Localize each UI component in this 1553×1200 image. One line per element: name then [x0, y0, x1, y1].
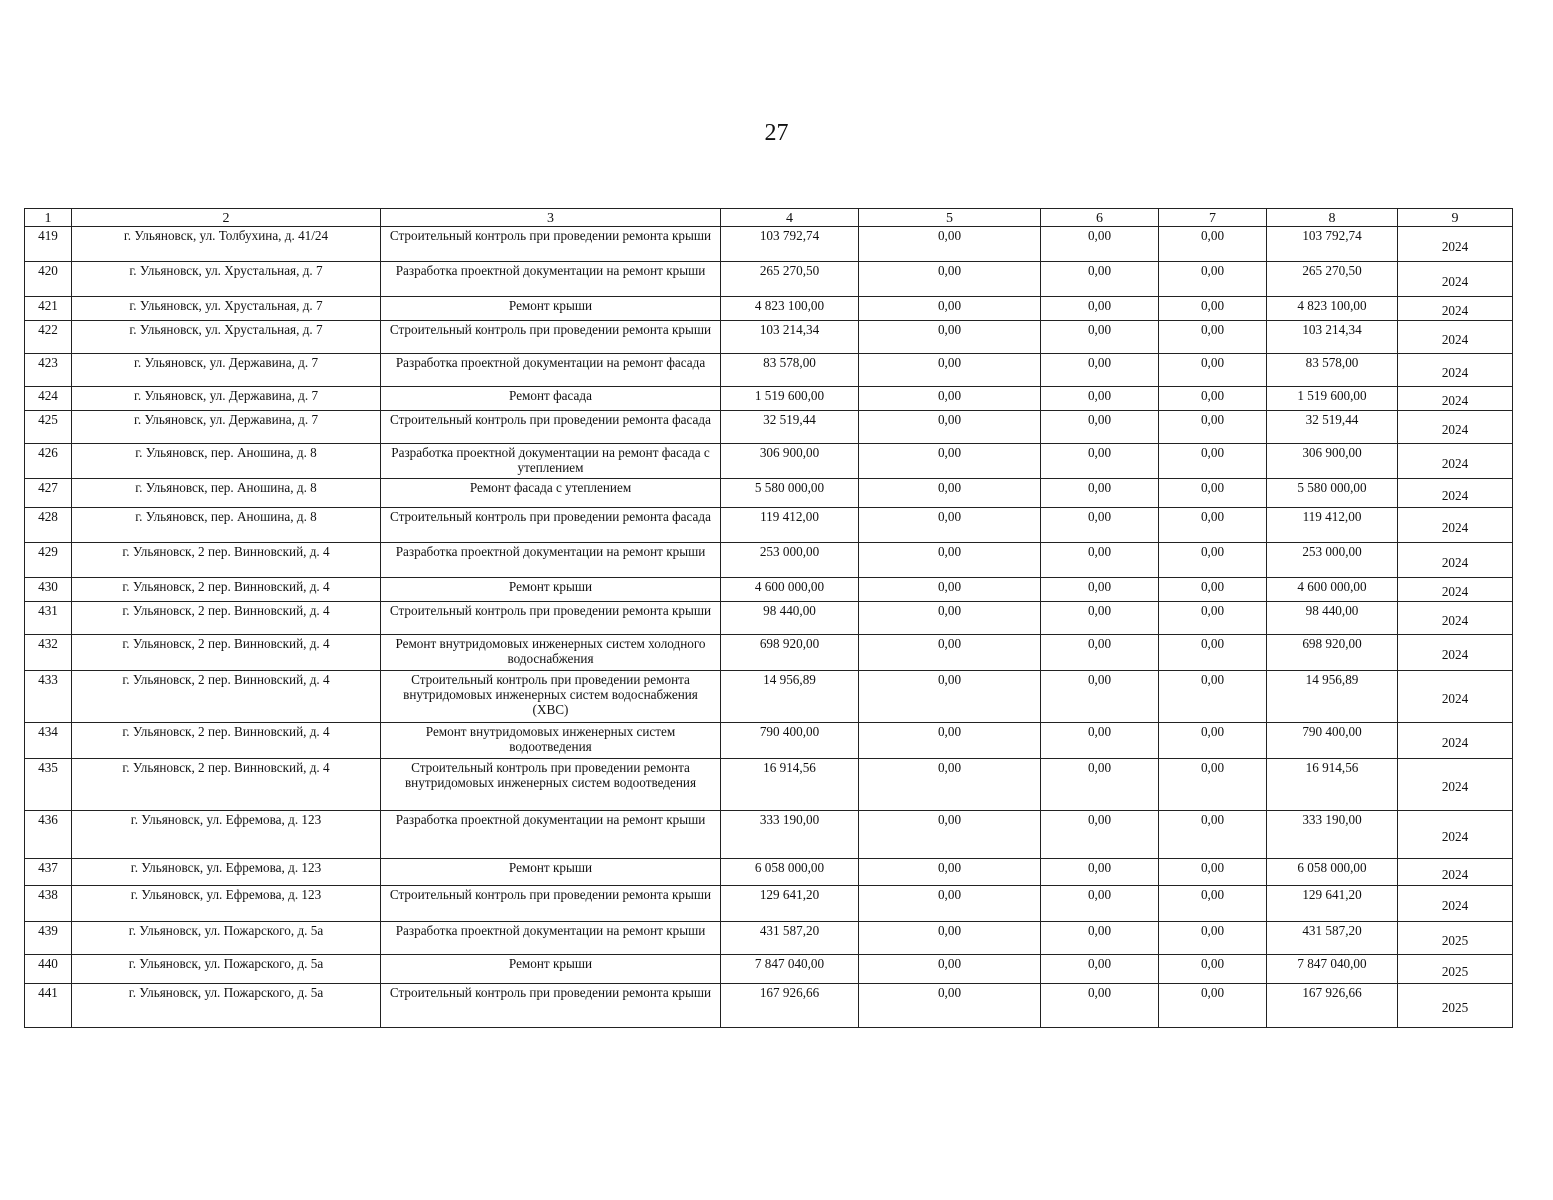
fund-cell: 0,00: [859, 955, 1041, 984]
address-cell: г. Ульяновск, 2 пер. Винновский, д. 4: [72, 723, 381, 759]
work-type-cell: Строительный контроль при проведении ремонта крыши: [381, 227, 721, 262]
column-header: 3: [381, 209, 721, 227]
year-cell: 2024: [1398, 886, 1513, 922]
municipal-cell: 0,00: [1159, 444, 1267, 479]
row-number: 432: [25, 635, 72, 671]
cost-total-cell: 14 956,89: [721, 671, 859, 723]
municipal-cell: 0,00: [1159, 262, 1267, 297]
row-number: 424: [25, 387, 72, 411]
budget-cell: 0,00: [1041, 543, 1159, 578]
owners-cell: 1 519 600,00: [1267, 387, 1398, 411]
municipal-cell: 0,00: [1159, 479, 1267, 508]
budget-cell: 0,00: [1041, 811, 1159, 859]
fund-cell: 0,00: [859, 922, 1041, 955]
work-type-cell: Строительный контроль при проведении ремонта крыши: [381, 602, 721, 635]
fund-cell: 0,00: [859, 262, 1041, 297]
owners-cell: 167 926,66: [1267, 984, 1398, 1028]
owners-cell: 14 956,89: [1267, 671, 1398, 723]
table-row: [25, 635, 1513, 671]
address-cell: г. Ульяновск, 2 пер. Винновский, д. 4: [72, 671, 381, 723]
table-row: [25, 387, 1513, 411]
table-body: [25, 227, 1513, 1028]
row-number: 434: [25, 723, 72, 759]
year-cell: 2025: [1398, 984, 1513, 1028]
work-type-cell: Строительный контроль при проведении ремонта внутридомовых инженерных систем водоотведения: [381, 759, 721, 811]
owners-cell: 119 412,00: [1267, 508, 1398, 543]
municipal-cell: 0,00: [1159, 984, 1267, 1028]
work-type-cell: Ремонт крыши: [381, 859, 721, 886]
year-cell: 2024: [1398, 723, 1513, 759]
table-row: [25, 227, 1513, 262]
year-cell: 2024: [1398, 479, 1513, 508]
year-cell: 2024: [1398, 411, 1513, 444]
fund-cell: 0,00: [859, 578, 1041, 602]
fund-cell: 0,00: [859, 635, 1041, 671]
table-row: [25, 444, 1513, 479]
table-row: [25, 671, 1513, 723]
owners-cell: 7 847 040,00: [1267, 955, 1398, 984]
year-cell: 2024: [1398, 543, 1513, 578]
table-row: [25, 508, 1513, 543]
work-type-cell: Разработка проектной документации на ремонт крыши: [381, 543, 721, 578]
table-row: [25, 262, 1513, 297]
owners-cell: 4 600 000,00: [1267, 578, 1398, 602]
work-type-cell: Разработка проектной документации на ремонт фасада: [381, 354, 721, 387]
municipal-cell: 0,00: [1159, 387, 1267, 411]
year-cell: 2024: [1398, 321, 1513, 354]
municipal-cell: 0,00: [1159, 922, 1267, 955]
address-cell: г. Ульяновск, ул. Пожарского, д. 5а: [72, 984, 381, 1028]
address-cell: г. Ульяновск, 2 пер. Винновский, д. 4: [72, 635, 381, 671]
row-number: 425: [25, 411, 72, 444]
owners-cell: 5 580 000,00: [1267, 479, 1398, 508]
work-type-cell: Строительный контроль при проведении ремонта крыши: [381, 321, 721, 354]
table-row: [25, 354, 1513, 387]
cost-total-cell: 698 920,00: [721, 635, 859, 671]
address-cell: г. Ульяновск, пер. Аношина, д. 8: [72, 444, 381, 479]
fund-cell: 0,00: [859, 354, 1041, 387]
budget-cell: 0,00: [1041, 321, 1159, 354]
year-cell: 2024: [1398, 578, 1513, 602]
row-number: 422: [25, 321, 72, 354]
table-row: [25, 886, 1513, 922]
fund-cell: 0,00: [859, 479, 1041, 508]
cost-total-cell: 333 190,00: [721, 811, 859, 859]
address-cell: г. Ульяновск, ул. Хрустальная, д. 7: [72, 321, 381, 354]
column-header: 7: [1159, 209, 1267, 227]
row-number: 420: [25, 262, 72, 297]
year-cell: 2024: [1398, 262, 1513, 297]
row-number: 439: [25, 922, 72, 955]
fund-cell: 0,00: [859, 759, 1041, 811]
column-header: 9: [1398, 209, 1513, 227]
budget-cell: 0,00: [1041, 508, 1159, 543]
budget-cell: 0,00: [1041, 262, 1159, 297]
budget-cell: 0,00: [1041, 859, 1159, 886]
header-row: [25, 209, 1513, 227]
owners-cell: 431 587,20: [1267, 922, 1398, 955]
work-type-cell: Ремонт крыши: [381, 578, 721, 602]
year-cell: 2025: [1398, 922, 1513, 955]
year-cell: 2024: [1398, 635, 1513, 671]
table-row: [25, 955, 1513, 984]
municipal-cell: 0,00: [1159, 411, 1267, 444]
page-number: 27: [764, 120, 789, 146]
address-cell: г. Ульяновск, ул. Хрустальная, д. 7: [72, 262, 381, 297]
column-header: 2: [72, 209, 381, 227]
budget-cell: 0,00: [1041, 723, 1159, 759]
budget-cell: 0,00: [1041, 984, 1159, 1028]
work-type-cell: Ремонт фасада: [381, 387, 721, 411]
owners-cell: 4 823 100,00: [1267, 297, 1398, 321]
table-row: [25, 723, 1513, 759]
table-row: [25, 811, 1513, 859]
row-number: 423: [25, 354, 72, 387]
address-cell: г. Ульяновск, 2 пер. Винновский, д. 4: [72, 759, 381, 811]
owners-cell: 16 914,56: [1267, 759, 1398, 811]
row-number: 427: [25, 479, 72, 508]
owners-cell: 333 190,00: [1267, 811, 1398, 859]
address-cell: г. Ульяновск, ул. Пожарского, д. 5а: [72, 955, 381, 984]
municipal-cell: 0,00: [1159, 759, 1267, 811]
table-row: [25, 297, 1513, 321]
municipal-cell: 0,00: [1159, 321, 1267, 354]
cost-total-cell: 129 641,20: [721, 886, 859, 922]
address-cell: г. Ульяновск, ул. Ефремова, д. 123: [72, 859, 381, 886]
municipal-cell: 0,00: [1159, 723, 1267, 759]
table-row: [25, 543, 1513, 578]
year-cell: 2024: [1398, 859, 1513, 886]
year-cell: 2024: [1398, 297, 1513, 321]
municipal-cell: 0,00: [1159, 578, 1267, 602]
owners-cell: 103 792,74: [1267, 227, 1398, 262]
owners-cell: 306 900,00: [1267, 444, 1398, 479]
table-row: [25, 479, 1513, 508]
address-cell: г. Ульяновск, 2 пер. Винновский, д. 4: [72, 543, 381, 578]
owners-cell: 790 400,00: [1267, 723, 1398, 759]
column-header: 5: [859, 209, 1041, 227]
table-row: [25, 759, 1513, 811]
work-type-cell: Строительный контроль при проведении ремонта фасада: [381, 411, 721, 444]
row-number: 437: [25, 859, 72, 886]
fund-cell: 0,00: [859, 859, 1041, 886]
owners-cell: 32 519,44: [1267, 411, 1398, 444]
cost-total-cell: 790 400,00: [721, 723, 859, 759]
cost-total-cell: 103 792,74: [721, 227, 859, 262]
work-type-cell: Строительный контроль при проведении ремонта крыши: [381, 886, 721, 922]
owners-cell: 129 641,20: [1267, 886, 1398, 922]
cost-total-cell: 4 823 100,00: [721, 297, 859, 321]
fund-cell: 0,00: [859, 723, 1041, 759]
fund-cell: 0,00: [859, 543, 1041, 578]
cost-total-cell: 306 900,00: [721, 444, 859, 479]
address-cell: г. Ульяновск, ул. Пожарского, д. 5а: [72, 922, 381, 955]
year-cell: 2024: [1398, 671, 1513, 723]
fund-cell: 0,00: [859, 811, 1041, 859]
budget-cell: 0,00: [1041, 297, 1159, 321]
municipal-cell: 0,00: [1159, 635, 1267, 671]
column-header: 8: [1267, 209, 1398, 227]
column-header: 4: [721, 209, 859, 227]
municipal-cell: 0,00: [1159, 859, 1267, 886]
owners-cell: 265 270,50: [1267, 262, 1398, 297]
address-cell: г. Ульяновск, 2 пер. Винновский, д. 4: [72, 602, 381, 635]
address-cell: г. Ульяновск, ул. Державина, д. 7: [72, 411, 381, 444]
cost-total-cell: 265 270,50: [721, 262, 859, 297]
work-type-cell: Строительный контроль при проведении ремонта внутридомовых инженерных систем водоснабжения (ХВС): [381, 671, 721, 723]
work-type-cell: Ремонт внутридомовых инженерных систем водоотведения: [381, 723, 721, 759]
row-number: 438: [25, 886, 72, 922]
budget-cell: 0,00: [1041, 602, 1159, 635]
owners-cell: 83 578,00: [1267, 354, 1398, 387]
address-cell: г. Ульяновск, ул. Ефремова, д. 123: [72, 886, 381, 922]
row-number: 419: [25, 227, 72, 262]
work-type-cell: Ремонт фасада с утеплением: [381, 479, 721, 508]
municipal-cell: 0,00: [1159, 602, 1267, 635]
row-number: 436: [25, 811, 72, 859]
column-header: 6: [1041, 209, 1159, 227]
cost-total-cell: 6 058 000,00: [721, 859, 859, 886]
year-cell: 2024: [1398, 354, 1513, 387]
address-cell: г. Ульяновск, ул. Хрустальная, д. 7: [72, 297, 381, 321]
work-type-cell: Разработка проектной документации на ремонт крыши: [381, 922, 721, 955]
row-number: 441: [25, 984, 72, 1028]
work-type-cell: Разработка проектной документации на ремонт крыши: [381, 811, 721, 859]
address-cell: г. Ульяновск, пер. Аношина, д. 8: [72, 479, 381, 508]
cost-total-cell: 431 587,20: [721, 922, 859, 955]
municipal-cell: 0,00: [1159, 508, 1267, 543]
municipal-cell: 0,00: [1159, 671, 1267, 723]
municipal-cell: 0,00: [1159, 811, 1267, 859]
cost-total-cell: 253 000,00: [721, 543, 859, 578]
budget-cell: 0,00: [1041, 886, 1159, 922]
fund-cell: 0,00: [859, 227, 1041, 262]
municipal-cell: 0,00: [1159, 955, 1267, 984]
row-number: 429: [25, 543, 72, 578]
fund-cell: 0,00: [859, 984, 1041, 1028]
budget-cell: 0,00: [1041, 387, 1159, 411]
table-row: [25, 859, 1513, 886]
budget-cell: 0,00: [1041, 444, 1159, 479]
row-number: 426: [25, 444, 72, 479]
address-cell: г. Ульяновск, ул. Толбухина, д. 41/24: [72, 227, 381, 262]
owners-cell: 698 920,00: [1267, 635, 1398, 671]
cost-total-cell: 167 926,66: [721, 984, 859, 1028]
municipal-cell: 0,00: [1159, 886, 1267, 922]
fund-cell: 0,00: [859, 321, 1041, 354]
fund-cell: 0,00: [859, 671, 1041, 723]
cost-total-cell: 7 847 040,00: [721, 955, 859, 984]
year-cell: 2024: [1398, 759, 1513, 811]
row-number: 431: [25, 602, 72, 635]
fund-cell: 0,00: [859, 387, 1041, 411]
cost-total-cell: 119 412,00: [721, 508, 859, 543]
cost-total-cell: 1 519 600,00: [721, 387, 859, 411]
municipal-cell: 0,00: [1159, 227, 1267, 262]
address-cell: г. Ульяновск, ул. Державина, д. 7: [72, 387, 381, 411]
work-type-cell: Разработка проектной документации на ремонт крыши: [381, 262, 721, 297]
municipal-cell: 0,00: [1159, 543, 1267, 578]
cost-total-cell: 16 914,56: [721, 759, 859, 811]
cost-total-cell: 32 519,44: [721, 411, 859, 444]
row-number: 430: [25, 578, 72, 602]
fund-cell: 0,00: [859, 886, 1041, 922]
budget-cell: 0,00: [1041, 227, 1159, 262]
cost-total-cell: 98 440,00: [721, 602, 859, 635]
capital-repair-table: [24, 208, 1513, 1028]
address-cell: г. Ульяновск, ул. Державина, д. 7: [72, 354, 381, 387]
table-row: [25, 321, 1513, 354]
year-cell: 2024: [1398, 227, 1513, 262]
budget-cell: 0,00: [1041, 955, 1159, 984]
owners-cell: 103 214,34: [1267, 321, 1398, 354]
year-cell: 2024: [1398, 508, 1513, 543]
year-cell: 2024: [1398, 444, 1513, 479]
owners-cell: 253 000,00: [1267, 543, 1398, 578]
fund-cell: 0,00: [859, 444, 1041, 479]
fund-cell: 0,00: [859, 508, 1041, 543]
year-cell: 2024: [1398, 387, 1513, 411]
municipal-cell: 0,00: [1159, 354, 1267, 387]
fund-cell: 0,00: [859, 297, 1041, 321]
fund-cell: 0,00: [859, 411, 1041, 444]
row-number: 421: [25, 297, 72, 321]
budget-cell: 0,00: [1041, 479, 1159, 508]
budget-cell: 0,00: [1041, 578, 1159, 602]
table-row: [25, 411, 1513, 444]
address-cell: г. Ульяновск, 2 пер. Винновский, д. 4: [72, 578, 381, 602]
table-row: [25, 602, 1513, 635]
cost-total-cell: 83 578,00: [721, 354, 859, 387]
budget-cell: 0,00: [1041, 759, 1159, 811]
work-type-cell: Строительный контроль при проведении ремонта крыши: [381, 984, 721, 1028]
table-row: [25, 922, 1513, 955]
address-cell: г. Ульяновск, пер. Аношина, д. 8: [72, 508, 381, 543]
work-type-cell: Ремонт крыши: [381, 955, 721, 984]
year-cell: 2025: [1398, 955, 1513, 984]
budget-cell: 0,00: [1041, 671, 1159, 723]
work-type-cell: Ремонт внутридомовых инженерных систем холодного водоснабжения: [381, 635, 721, 671]
fund-cell: 0,00: [859, 602, 1041, 635]
row-number: 428: [25, 508, 72, 543]
budget-cell: 0,00: [1041, 922, 1159, 955]
budget-cell: 0,00: [1041, 354, 1159, 387]
municipal-cell: 0,00: [1159, 297, 1267, 321]
budget-cell: 0,00: [1041, 635, 1159, 671]
cost-total-cell: 4 600 000,00: [721, 578, 859, 602]
work-type-cell: Строительный контроль при проведении ремонта фасада: [381, 508, 721, 543]
address-cell: г. Ульяновск, ул. Ефремова, д. 123: [72, 811, 381, 859]
cost-total-cell: 103 214,34: [721, 321, 859, 354]
table-row: [25, 984, 1513, 1028]
owners-cell: 6 058 000,00: [1267, 859, 1398, 886]
work-type-cell: Ремонт крыши: [381, 297, 721, 321]
budget-cell: 0,00: [1041, 411, 1159, 444]
row-number: 435: [25, 759, 72, 811]
owners-cell: 98 440,00: [1267, 602, 1398, 635]
row-number: 440: [25, 955, 72, 984]
work-type-cell: Разработка проектной документации на ремонт фасада с утеплением: [381, 444, 721, 479]
row-number: 433: [25, 671, 72, 723]
table-row: [25, 578, 1513, 602]
year-cell: 2024: [1398, 602, 1513, 635]
column-header: 1: [25, 209, 72, 227]
year-cell: 2024: [1398, 811, 1513, 859]
cost-total-cell: 5 580 000,00: [721, 479, 859, 508]
